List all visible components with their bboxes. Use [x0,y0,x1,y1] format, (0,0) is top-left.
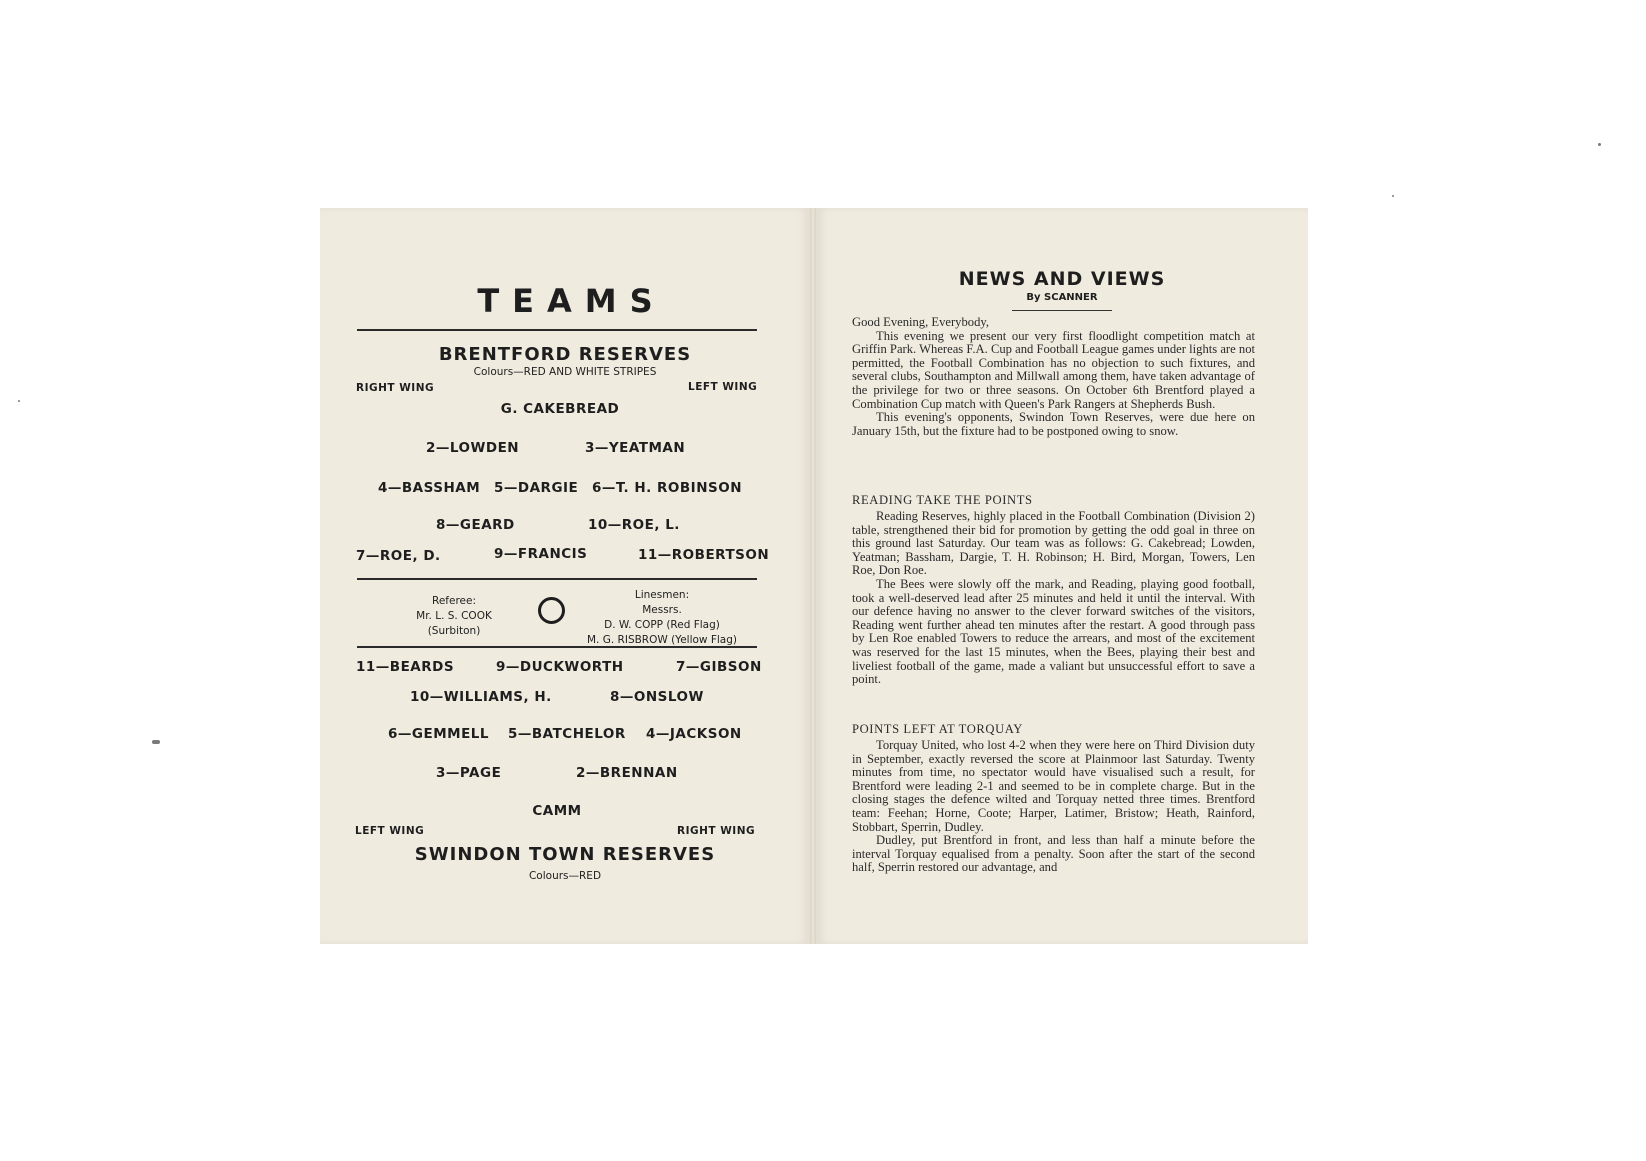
away-half: 5—BATCHELOR [508,726,626,742]
home-back: 3—YEATMAN [585,440,686,456]
home-half: 6—T. H. ROBINSON [592,480,742,496]
paragraph: Reading Reserves, highly placed in the Football Combination (Division 2) table, strengthened their bid for promotion by getting the odd goal in three on this ground last Saturday. Our team was as follows: G. Cakebread; Lowden, Yeatman; Bassham, Dargie, T. H. Robinson; H. Bird, Morgan, Towers, Len Roe, Don Roe. [852,509,1255,578]
paragraph: Dudley, put Brentford in front, and less than half a minute before the interval Torquay equalised from a penalty. Soon after the start of the second half, Sperrin restored our advantage, and [852,833,1255,875]
byline: By SCANNER [1026,292,1098,303]
away-back: 3—PAGE [436,765,502,781]
paragraph: Torquay United, who lost 4-2 when they were here on Third Division duty in September, exactly reversed the score at Plainmoor last Saturday. Twenty minutes from time, no spectator would have visualised such a result, for Brentford were leading 2-1 and seemed to be in complete charge. But in the closing stages the defence wilted and Torquay netted three times. Brentford team: Feehan; Horne, Coote; Harper, Latimer, Bristow; Heath, Rainford, Stobbart, Sperrin, Dudley. [852,738,1255,834]
referee-town: (Surbiton) [427,625,481,637]
section-heading: POINTS LEFT AT TORQUAY [852,722,1024,736]
home-forward: 7—ROE, D. [356,548,441,564]
linesmen-label: Linesmen: [634,589,690,601]
scan-speck [152,740,160,744]
home-half: 4—BASSHAM [378,480,481,496]
home-right-wing-label: RIGHT WING [356,382,435,394]
teams-page [320,208,810,944]
intro-text [852,316,1255,438]
home-left-wing-label: LEFT WING [688,381,758,393]
away-forward: 9—DUCKWORTH [496,659,624,675]
home-team-name: BRENTFORD RESERVES [438,344,692,365]
home-forward: 11—ROBERTSON [638,547,770,563]
paragraph: This evening's opponents, Swindon Town Reserves, were due here on January 15th, but the fixture had to be postponed owing to snow. [852,410,1255,438]
referee-name: Mr. L. S. COOK [416,610,492,622]
away-forward: 11—BEARDS [356,659,455,675]
linesman-one: D. W. COPP (Red Flag) [604,619,720,631]
section-heading: READING TAKE THE POINTS [852,493,1033,507]
away-team-colours: Colours—RED [528,870,602,882]
away-left-wing-label: LEFT WING [355,825,425,837]
home-back: 2—LOWDEN [426,440,520,456]
linesmen-prefix: Messrs. [642,604,682,616]
section-one-text [852,510,1255,687]
referee-label: Referee: [432,595,476,607]
scan-speck [18,400,20,402]
away-right-wing-label: RIGHT WING [677,825,756,837]
paragraph: The Bees were slowly off the mark, and Reading, playing good football, took a well-deserved lead after 25 minutes and held it until the interval. With our defence having no answer to the clever forward switches of the visitors, Reading went further ahead ten minutes after the restart. A good through pass by Len Roe enabled Towers to reduce the arrears, and most of the excitement was reserved for the last 15 minutes, when the Bees, playing their best and liveliest football of the game, made a valiant but unsuccessful effort to save a point. [852,576,1255,687]
linesman-two: M. G. RISBROW (Yellow Flag) [587,634,737,646]
linesmen-block [574,588,750,648]
officials-top-rule [357,578,757,580]
byline-rule [1012,310,1112,311]
home-team-colours: Colours—RED AND WHITE STRIPES [473,366,657,378]
home-forward: 9—FRANCIS [494,546,588,562]
away-inside-forward: 8—ONSLOW [610,689,704,705]
away-half: 6—GEMMELL [388,726,489,742]
referee-block [374,594,534,639]
home-goalkeeper: G. CAKEBREAD [500,401,620,417]
title-rule [357,329,757,331]
greeting: Good Evening, Everybody, [852,315,989,329]
paragraph: This evening we present our very first floodlight competition match at Griffin Park. Whereas F.A. Cup and Football League games under lights are not permitted, the Football Combination has no objection to such fixtures, and several clubs, Southampton and Millwall among them, have taken advantage of the privilege for two or three seasons. On October 6th Brentford played a Combination Cup match with Queen's Park Rangers at Shepherds Bush. [852,328,1255,411]
home-inside-forward: 10—ROE, L. [588,517,680,533]
centre-circle-icon [538,597,565,624]
away-team-name: SWINDON TOWN RESERVES [414,844,716,865]
away-goalkeeper: CAMM [532,803,582,819]
away-forward: 7—GIBSON [676,659,762,675]
teams-title: TEAMS [477,282,666,320]
home-inside-forward: 8—GEARD [436,517,515,533]
away-back: 2—BRENNAN [576,765,678,781]
away-half: 4—JACKSON [646,726,742,742]
home-half: 5—DARGIE [494,480,579,496]
news-title: NEWS AND VIEWS [958,268,1166,290]
news-page [816,208,1308,944]
scan-speck [1598,143,1601,146]
officials-bottom-rule [357,646,757,648]
scan-speck [1392,195,1394,197]
section-two-text [852,739,1255,875]
away-inside-forward: 10—WILLIAMS, H. [410,689,552,705]
